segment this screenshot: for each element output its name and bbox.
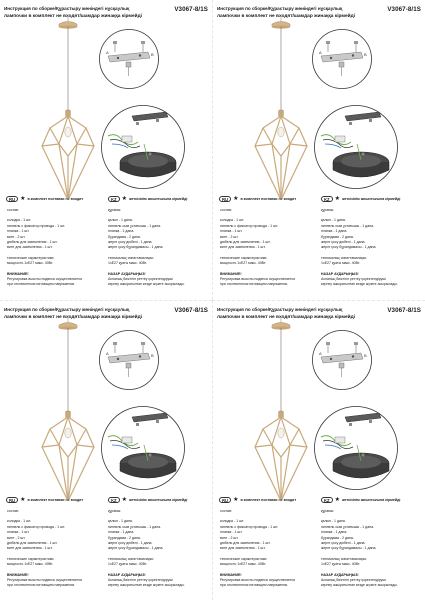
- list-item: жерге қосу бұрандамасы - 1 дана.: [108, 546, 164, 551]
- list-item: қалып - 1 дана.: [108, 218, 133, 223]
- kz-badge: KZ: [321, 196, 333, 202]
- kz-contents-heading: құрамы:: [321, 509, 335, 513]
- ru-tech-value: мощность 1xE27 макс. 40Вт.: [220, 261, 267, 266]
- list-item: жерге қосу бұрандамасы - 1 дана.: [108, 245, 164, 250]
- kz-not-included-note: жеткізілім жиынтығына кірмейді: [128, 498, 188, 502]
- list-item: планка - 1 дана.: [108, 229, 135, 234]
- bracket-mount-diagram: [311, 329, 373, 391]
- kz-contents-heading: құрамы:: [321, 208, 335, 212]
- ru-warning-line: при отключенном питающем напряжении.: [7, 583, 76, 588]
- ru-tech-heading: технические характеристики:: [220, 255, 268, 260]
- svg-text:A: A: [106, 50, 109, 55]
- model-code: V3067-8/1S: [387, 307, 421, 314]
- pendant-lamp-illustration: [2, 16, 98, 198]
- instruction-card: [0, 300, 212, 600]
- kz-warning-line: кернеу ажыратылған кезде жүзеге асырылады.: [108, 583, 185, 588]
- kz-label-row: [108, 196, 187, 202]
- kz-tech-value: 1xE27 қуаты макс. 40Вт.: [321, 562, 361, 567]
- list-item: бұрандама - 2 дана.: [108, 234, 141, 239]
- canopy-wiring-diagram: [313, 104, 399, 190]
- list-item: бұрандама - 2 дана.: [321, 535, 354, 540]
- ru-contents-heading: состав:: [220, 509, 232, 513]
- ru-not-included-note: в комплект поставки не входит: [27, 498, 84, 502]
- list-item: қалып - 1 дана.: [321, 218, 346, 223]
- pendant-lamp-illustration: [215, 16, 311, 198]
- list-item: планка - 1 шт.: [220, 229, 243, 234]
- ru-label-row: [219, 497, 296, 503]
- list-item: ниппель с фиксатор провода - 1 шт.: [7, 524, 66, 529]
- list-item: винт для заземления - 1 шт.: [220, 245, 266, 250]
- list-item: колодка - 1 шт.: [7, 218, 32, 223]
- list-item: ниппель сым ұстағышы - 1 дана.: [108, 524, 161, 529]
- ru-text-column: [220, 208, 316, 288]
- ru-text-column: [7, 208, 103, 288]
- ru-tech-heading: технические характеристики:: [220, 556, 268, 561]
- list-item: ниппель сым ұстағышы - 1 дана.: [108, 223, 161, 228]
- ru-warning-line: при отключенном питающем напряжении.: [220, 583, 289, 588]
- kz-warning-line: кернеу ажыратылған кезде жүзеге асырылады.: [321, 282, 398, 287]
- list-item: ниппель сым ұстағышы - 1 дана.: [321, 524, 374, 529]
- kz-text-column: [108, 208, 208, 288]
- list-item: ниппель с фиксатор провода - 1 шт.: [220, 524, 279, 529]
- list-item: винт для заземления - 1 шт.: [7, 245, 53, 250]
- ru-not-included-note: в комплект поставки не входит: [240, 197, 297, 201]
- list-item: жерге қосу бұрандамасы - 1 дана.: [321, 546, 377, 551]
- kz-tech-heading: техникалық сипаттамалары:: [321, 255, 368, 260]
- star-icon: ★: [121, 196, 127, 202]
- list-item: планка - 1 шт.: [220, 530, 243, 535]
- list-item: винт - 2 шт.: [7, 234, 26, 239]
- list-item: жерге қосу дюбелі - 1 дана.: [321, 541, 366, 546]
- ru-warning-heading: ВНИМАНИЕ!: [7, 271, 29, 276]
- kz-text-column: [321, 509, 421, 589]
- kz-warning-line: Аспаның биіктігін реттеу қоректендіруші: [321, 578, 386, 583]
- kz-label-row: [321, 196, 400, 202]
- list-item: винт - 2 шт.: [220, 234, 239, 239]
- list-item: жерге қосу дюбелі - 1 дана.: [108, 240, 153, 245]
- ru-warning-line: Регулировка высоты подвеса осуществляется: [7, 578, 83, 583]
- list-item: винт - 2 шт.: [7, 535, 26, 540]
- ru-tech-value: мощность 1xE27 макс. 40Вт.: [7, 562, 54, 567]
- list-item: винт для заземления - 1 шт.: [220, 546, 266, 551]
- svg-text:A: A: [319, 351, 322, 356]
- canopy-wiring-diagram: [100, 104, 186, 190]
- bracket-mount-diagram: [98, 329, 160, 391]
- model-code: V3067-8/1S: [387, 6, 421, 13]
- ru-badge: RU: [219, 497, 231, 503]
- svg-text:B: B: [364, 52, 367, 57]
- canopy-wiring-diagram: [313, 405, 399, 491]
- ru-warning-line: Регулировка высоты подвеса осуществляется: [220, 578, 296, 583]
- kz-warning-line: Аспаның биіктігін реттеу қоректендіруші: [108, 277, 173, 282]
- kz-tech-heading: техникалық сипаттамалары:: [108, 255, 155, 260]
- instruction-card: [212, 300, 425, 600]
- ru-warning-heading: ВНИМАНИЕ!: [220, 572, 242, 577]
- kz-badge: KZ: [108, 196, 120, 202]
- ru-warning-heading: ВНИМАНИЕ!: [220, 271, 242, 276]
- bracket-mount-diagram: [311, 28, 373, 90]
- instruction-title: Инструкция по сборке/Құрастыру жөніндегі нұсқаулық: [217, 307, 343, 312]
- list-item: дюбель для заземления - 1 шт.: [220, 240, 271, 245]
- list-item: ниппель с фиксатор провода - 1 шт.: [7, 223, 66, 228]
- list-item: дюбель для заземления - 1 шт.: [7, 240, 58, 245]
- list-item: қалып - 1 дана.: [108, 519, 133, 524]
- svg-text:B: B: [364, 353, 367, 358]
- kz-not-included-note: жеткізілім жиынтығына кірмейді: [128, 197, 188, 201]
- kz-not-included-note: жеткізілім жиынтығына кірмейді: [341, 498, 401, 502]
- ru-contents-heading: состав:: [7, 208, 19, 212]
- ru-warning-line: Регулировка высоты подвеса осуществляется: [7, 277, 83, 282]
- list-item: ниппель с фиксатор провода - 1 шт.: [220, 223, 279, 228]
- star-icon: ★: [334, 196, 340, 202]
- list-item: колодка - 1 шт.: [7, 519, 32, 524]
- kz-tech-heading: техникалық сипаттамалары:: [321, 556, 368, 561]
- kz-text-column: [108, 509, 208, 589]
- list-item: винт для заземления - 1 шт.: [7, 546, 53, 551]
- ru-contents-heading: состав:: [7, 509, 19, 513]
- ru-text-column: [220, 509, 316, 589]
- ru-badge: RU: [6, 196, 18, 202]
- instruction-title: Инструкция по сборке/Құрастыру жөніндегі нұсқаулық: [217, 6, 343, 11]
- star-icon: ★: [334, 497, 340, 503]
- bulbs-not-included-note: лампочки в комплект не входят/шамдар жинаққа кірмейді: [4, 14, 142, 19]
- ru-warning-line: Регулировка высоты подвеса осуществляется: [220, 277, 296, 282]
- list-item: ниппель сым ұстағышы - 1 дана.: [321, 223, 374, 228]
- kz-contents-heading: құрамы:: [108, 509, 122, 513]
- star-icon: ★: [121, 497, 127, 503]
- kz-warning-heading: НАЗАР АУДАРЫҢЫЗ!: [321, 572, 359, 577]
- instruction-title: Инструкция по сборке/Құрастыру жөніндегі нұсқаулық: [4, 307, 130, 312]
- kz-label-row: [321, 497, 400, 503]
- ru-tech-value: мощность 1xE27 макс. 40Вт.: [7, 261, 54, 266]
- model-code: V3067-8/1S: [174, 307, 208, 314]
- ru-warning-line: при отключенном питающем напряжении.: [220, 282, 289, 287]
- ru-badge: RU: [6, 497, 18, 503]
- model-code: V3067-8/1S: [174, 6, 208, 13]
- kz-warning-line: кернеу ажыратылған кезде жүзеге асырылады.: [321, 583, 398, 588]
- ru-label-row: [6, 497, 83, 503]
- kz-label-row: [108, 497, 187, 503]
- bulbs-not-included-note: лампочки в комплект не входят/шамдар жинаққа кірмейді: [217, 315, 355, 320]
- ru-badge: RU: [219, 196, 231, 202]
- kz-warning-heading: НАЗАР АУДАРЫҢЫЗ!: [108, 271, 146, 276]
- kz-warning-line: Аспаның биіктігін реттеу қоректендіруші: [321, 277, 386, 282]
- list-item: бұрандама - 2 дана.: [321, 234, 354, 239]
- list-item: планка - 1 дана.: [321, 530, 348, 535]
- list-item: планка - 1 дана.: [321, 229, 348, 234]
- kz-warning-line: Аспаның биіктігін реттеу қоректендіруші: [108, 578, 173, 583]
- kz-contents-heading: құрамы:: [108, 208, 122, 212]
- star-icon: ★: [233, 196, 239, 202]
- list-item: жерге қосу бұрандамасы - 1 дана.: [321, 245, 377, 250]
- instruction-card: [0, 0, 212, 300]
- kz-warning-heading: НАЗАР АУДАРЫҢЫЗ!: [321, 271, 359, 276]
- list-item: жерге қосу дюбелі - 1 дана.: [108, 541, 153, 546]
- kz-tech-value: 1xE27 қуаты макс. 40Вт.: [321, 261, 361, 266]
- kz-badge: KZ: [321, 497, 333, 503]
- kz-tech-heading: техникалық сипаттамалары:: [108, 556, 155, 561]
- list-item: планка - 1 шт.: [7, 530, 30, 535]
- svg-text:B: B: [151, 52, 154, 57]
- bulbs-not-included-note: лампочки в комплект не входят/шамдар жинаққа кірмейді: [4, 315, 142, 320]
- kz-badge: KZ: [108, 497, 120, 503]
- ru-tech-value: мощность 1xE27 макс. 40Вт.: [220, 562, 267, 567]
- svg-text:A: A: [106, 351, 109, 356]
- list-item: бұрандама - 2 дана.: [108, 535, 141, 540]
- kz-tech-value: 1xE27 қуаты макс. 40Вт.: [108, 562, 148, 567]
- ru-tech-heading: технические характеристики:: [7, 556, 55, 561]
- kz-text-column: [321, 208, 421, 288]
- pendant-lamp-illustration: [215, 317, 311, 499]
- list-item: колодка - 1 шт.: [220, 519, 245, 524]
- bracket-mount-diagram: [98, 28, 160, 90]
- star-icon: ★: [233, 497, 239, 503]
- ru-warning-line: при отключенном питающем напряжении.: [7, 282, 76, 287]
- pendant-lamp-illustration: [2, 317, 98, 499]
- ru-text-column: [7, 509, 103, 589]
- canopy-wiring-diagram: [100, 405, 186, 491]
- list-item: дюбель для заземления - 1 шт.: [7, 541, 58, 546]
- list-item: колодка - 1 шт.: [220, 218, 245, 223]
- ru-tech-heading: технические характеристики:: [7, 255, 55, 260]
- list-item: планка - 1 дана.: [108, 530, 135, 535]
- svg-text:B: B: [151, 353, 154, 358]
- ru-label-row: [6, 196, 83, 202]
- svg-text:A: A: [319, 50, 322, 55]
- kz-warning-line: кернеу ажыратылған кезде жүзеге асырылады.: [108, 282, 185, 287]
- ru-not-included-note: в комплект поставки не входит: [240, 498, 297, 502]
- list-item: қалып - 1 дана.: [321, 519, 346, 524]
- bulbs-not-included-note: лампочки в комплект не входят/шамдар жинаққа кірмейді: [217, 14, 355, 19]
- ru-label-row: [219, 196, 296, 202]
- kz-tech-value: 1xE27 қуаты макс. 40Вт.: [108, 261, 148, 266]
- star-icon: ★: [20, 196, 26, 202]
- list-item: жерге қосу дюбелі - 1 дана.: [321, 240, 366, 245]
- kz-warning-heading: НАЗАР АУДАРЫҢЫЗ!: [108, 572, 146, 577]
- ru-not-included-note: в комплект поставки не входит: [27, 197, 84, 201]
- instruction-card: [212, 0, 425, 300]
- star-icon: ★: [20, 497, 26, 503]
- kz-not-included-note: жеткізілім жиынтығына кірмейді: [341, 197, 401, 201]
- ru-contents-heading: состав:: [220, 208, 232, 212]
- instruction-title: Инструкция по сборке/Құрастыру жөніндегі нұсқаулық: [4, 6, 130, 11]
- list-item: винт - 2 шт.: [220, 535, 239, 540]
- ru-warning-heading: ВНИМАНИЕ!: [7, 572, 29, 577]
- list-item: дюбель для заземления - 1 шт.: [220, 541, 271, 546]
- list-item: планка - 1 шт.: [7, 229, 30, 234]
